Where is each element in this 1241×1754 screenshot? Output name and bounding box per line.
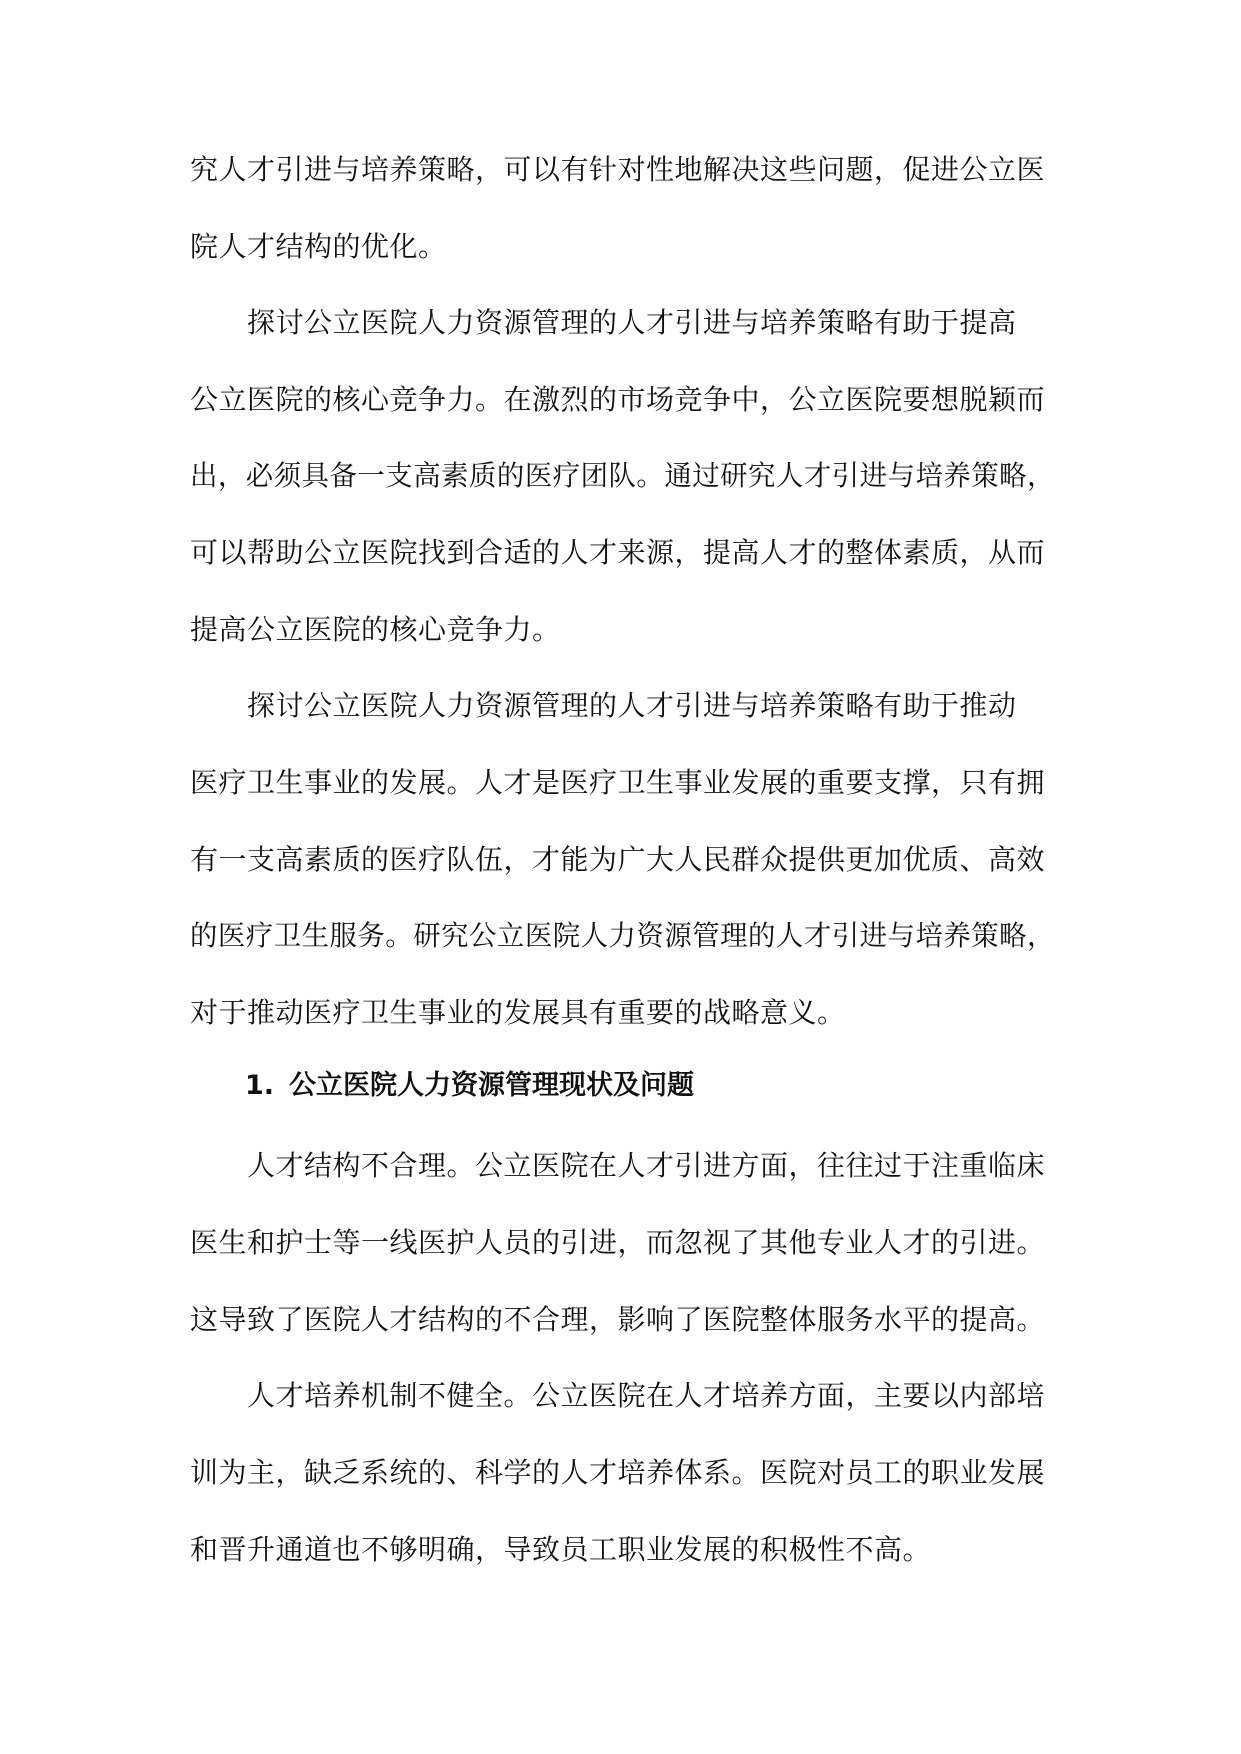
text-line: 有一支高素质的医疗队伍，才能为广大人民群众提供更加优质、高效: [190, 843, 1046, 876]
text-line: 出，必须具备一支高素质的医疗团队。通过研究人才引进与培养策略，: [190, 459, 1055, 492]
text-line: 提高公立医院的核心竞争力。: [190, 613, 561, 646]
section-title: 公立医院人力资源管理现状及问题: [289, 1070, 694, 1101]
text-line: 公立医院的核心竞争力。在激烈的市场竞争中，公立医院要想脱颖而: [190, 383, 1046, 416]
text-line: 人才结构不合理。公立医院在人才引进方面，往往过于注重临床: [247, 1149, 1046, 1182]
text-line: 医疗卫生事业的发展。人才是医疗卫生事业发展的重要支撑，只有拥: [190, 766, 1046, 799]
text-line: 的医疗卫生服务。研究公立医院人力资源管理的人才引进与培养策略，: [190, 919, 1055, 952]
text-line: 医生和护士等一线医护人员的引进，而忽视了其他专业人才的引进。: [190, 1226, 1046, 1259]
text-line: 人才培养机制不健全。公立医院在人才培养方面，主要以内部培: [247, 1379, 1046, 1412]
text-line: 训为主，缺乏系统的、科学的人才培养体系。医院对员工的职业发展: [190, 1456, 1046, 1489]
text-line: 究人才引进与培养策略，可以有针对性地解决这些问题，促进公立医: [190, 153, 1046, 186]
text-line: 对于推动医疗卫生事业的发展具有重要的战略意义。: [190, 996, 846, 1029]
text-line: 院人才结构的优化。: [190, 230, 447, 263]
text-line: 探讨公立医院人力资源管理的人才引进与培养策略有助于提高: [247, 306, 1017, 339]
text-line: 这导致了医院人才结构的不合理，影响了医院整体服务水平的提高。: [190, 1303, 1046, 1336]
text-line: 和晋升通道也不够明确，导致员工职业发展的积极性不高。: [190, 1533, 932, 1566]
section-heading: [245, 1066, 694, 1106]
text-line: 可以帮助公立医院找到合适的人才来源，提高人才的整体素质，从而: [190, 536, 1046, 569]
text-line: 探讨公立医院人力资源管理的人才引进与培养策略有助于推动: [247, 689, 1017, 722]
section-number: 1.: [245, 1070, 275, 1101]
